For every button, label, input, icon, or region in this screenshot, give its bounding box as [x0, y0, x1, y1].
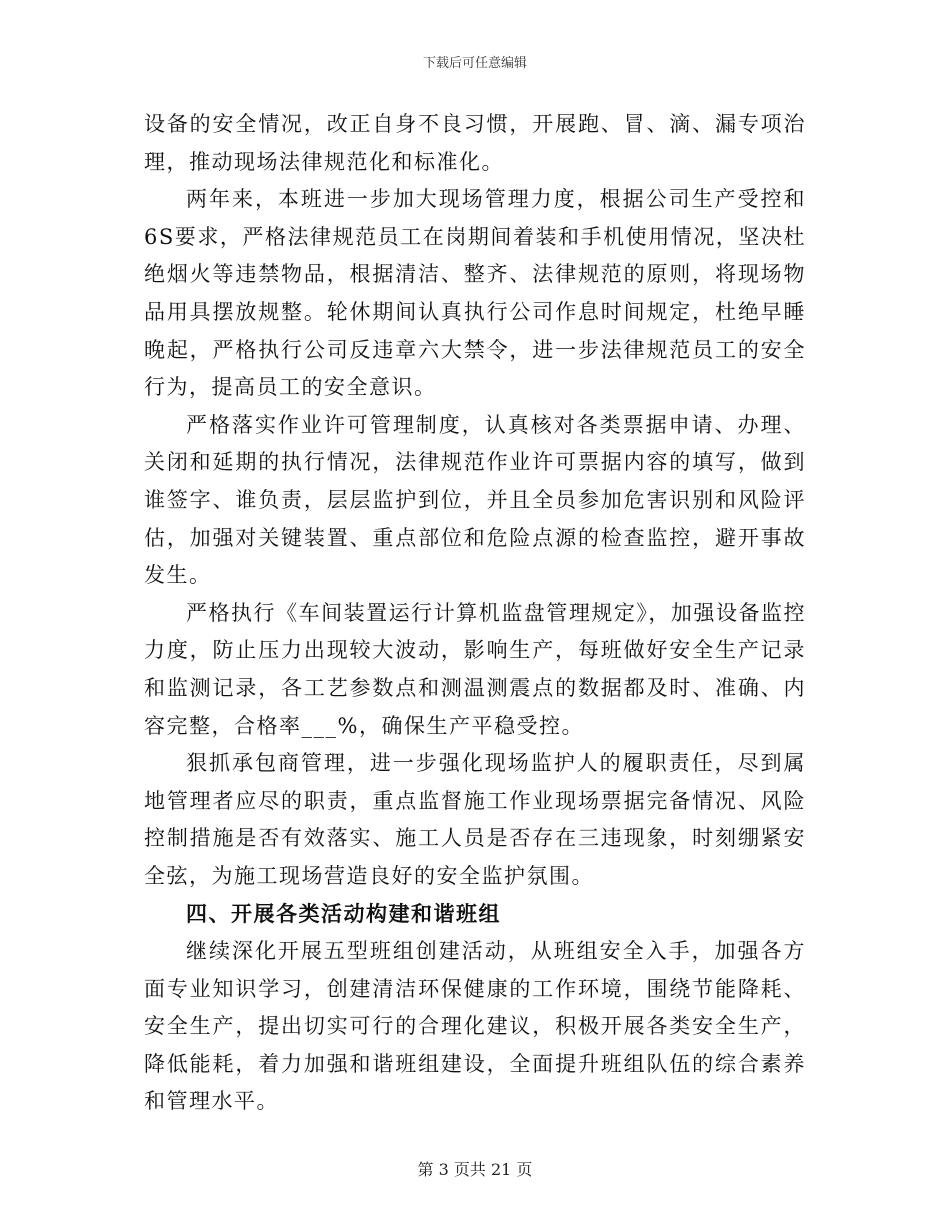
- paragraph-site-management: 两年来，本班进一步加大现场管理力度，根据公司生产受控和6S要求，严格法律规范员工在岗期间着装和手机使用情况，坚决杜绝烟火等违禁物品，根据清洁、整齐、法律规范的原则，将现场物品用具摆放规整。轮休期间认真执行公司作息时间规定，杜绝早睡晚起，严格执行公司反违章六大禁令，进一步法律规范员工的安全行为，提高员工的安全意识。: [144, 187, 806, 400]
- paragraph-monitoring: 严格执行《车间装置运行计算机监盘管理规定》，加强设备监控力度，防止压力出现较大波动，影响生产，每班做好安全生产记录和监测记录，各工艺参数点和测温测震点的数据都及时、准确、内容完整，合格率___%，确保生产平稳受控。: [144, 600, 806, 738]
- section-heading: 四、开展各类活动构建和谐班组: [186, 901, 501, 927]
- page-header: 下载后可任意编辑: [422, 56, 527, 71]
- document-body: [144, 106, 806, 1121]
- paragraph-team-building: 继续深化开展五型班组创建活动，从班组安全入手，加强各方面专业知识学习，创建清洁环保健康的工作环境，围绕节能降耗、安全生产，提出切实可行的合理化建议，积极开展各类安全生产，降低能耗，着力加强和谐班组建设，全面提升班组队伍的综合素养和管理水平。: [144, 939, 806, 1114]
- paragraph-continued: 设备的安全情况，改正自身不良习惯，开展跑、冒、滴、漏专项治理，推动现场法律规范化和标准化。: [144, 112, 806, 174]
- paragraph-contractor: 狠抓承包商管理，进一步强化现场监护人的履职责任，尽到属地管理者应尽的职责，重点监督施工作业现场票据完备情况、风险控制措施是否有效落实、施工人员是否存在三违现象，时刻绷紧安全弦，为施工现场营造良好的安全监护氛围。: [144, 751, 806, 888]
- paragraph-work-permit: 严格落实作业许可管理制度，认真核对各类票据申请、办理、关闭和延期的执行情况，法律规范作业许可票据内容的填写，做到谁签字、谁负责，层层监护到位，并且全员参加危害识别和风险评估，加强对关键装置、重点部位和危险点源的检查监控，避开事故发生。: [144, 412, 806, 588]
- page-number-footer: 第 3 页共 21 页: [417, 1160, 533, 1179]
